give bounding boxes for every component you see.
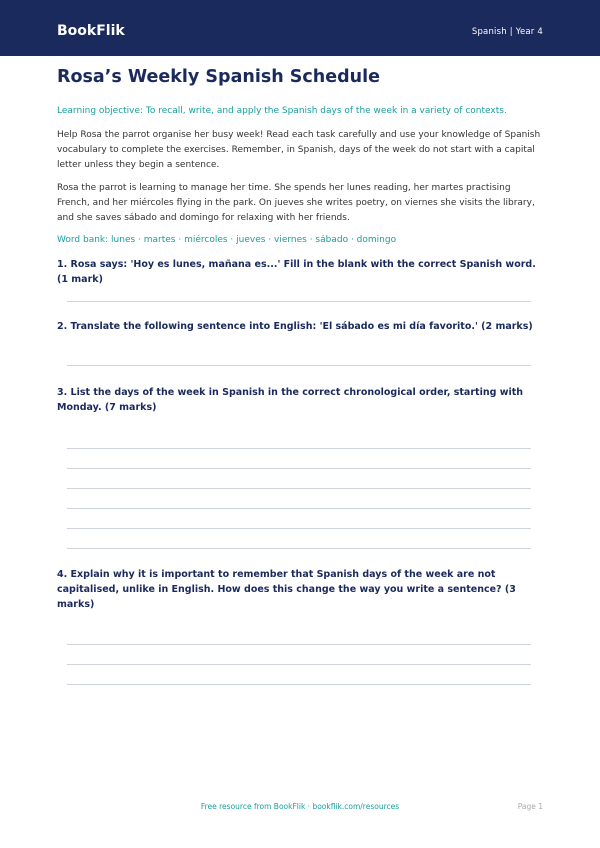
answer-line[interactable] — [67, 684, 531, 685]
answer-line[interactable] — [67, 468, 531, 469]
answer-line[interactable] — [67, 528, 531, 529]
answer-line[interactable] — [67, 664, 531, 665]
answer-line[interactable] — [67, 365, 531, 366]
brand-logo: BookFlik — [57, 23, 125, 39]
question-3: 3. List the days of the week in Spanish in the correct chronological order, starting with Monday. (7 marks) — [57, 387, 524, 413]
page-header — [0, 0, 600, 56]
learning-objective: Learning objective: To recall, write, and apply the Spanish days of the week in a variety of contexts. — [57, 106, 507, 116]
worksheet-intro — [57, 66, 543, 262]
answer-line[interactable] — [67, 508, 531, 509]
page-title: Rosa’s Weekly Spanish Schedule — [57, 67, 380, 87]
footer-link[interactable]: Free resource from BookFlik · bookflik.com/resources — [200, 802, 400, 811]
word-bank: Word bank: lunes · martes · miércoles · jueves · viernes · sábado · domingo — [57, 235, 397, 245]
subject-label: Spanish | Year 4 — [471, 27, 543, 37]
answer-line[interactable] — [67, 644, 531, 645]
answer-line[interactable] — [67, 548, 531, 549]
question-4: 4. Explain why it is important to remember that Spanish days of the week are not capitalised, unlike in English. How does this change the way you write a sentence? (3 marks) — [57, 569, 516, 610]
question-1: 1. Rosa says: 'Hoy es lunes, mañana es...' Fill in the blank with the correct Spanish word. (1 mark) — [57, 259, 536, 285]
answer-line[interactable] — [67, 488, 531, 489]
page-number: Page 1 — [517, 802, 543, 811]
question-2: 2. Translate the following sentence into English: 'El sábado es mi día favorito.' (2 marks) — [57, 321, 533, 332]
intro-paragraph: Help Rosa the parrot organise her busy week! Read each task carefully and use your knowledge of Spanish vocabulary to complete the exercises. Remember, in Spanish, days of the week do not start with a capital letter unless they begin a sentence. — [57, 130, 541, 170]
answer-line[interactable] — [67, 301, 531, 302]
story-paragraph: Rosa the parrot is learning to manage her time. She spends her lunes reading, her martes practising French, and her miércoles flying in the park. On jueves she writes poetry, on viernes she visits the library, and she saves sábado and domingo for relaxing with her friends. — [57, 183, 535, 223]
answer-line[interactable] — [67, 448, 531, 449]
